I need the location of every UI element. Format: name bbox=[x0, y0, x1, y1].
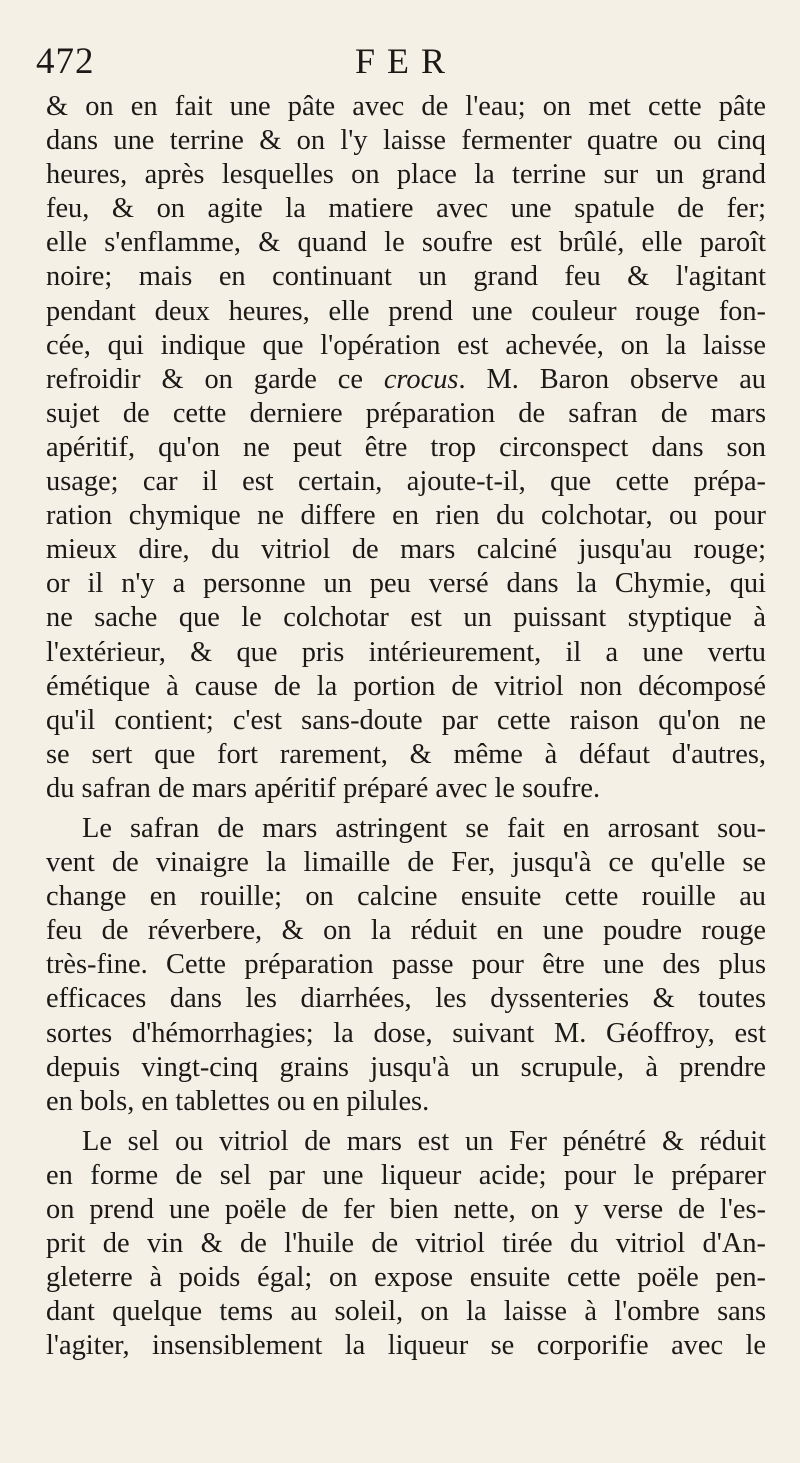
text-line: & on en fait une pâte avec de l'eau; on met cette pâte bbox=[46, 91, 766, 122]
text-line: sortes d'hémorrhagies; la dose, suivant M. Géoffroy, est bbox=[46, 1017, 766, 1049]
text-line: très-fine. Cette préparation passe pour être une des plus bbox=[46, 949, 766, 981]
text-line: Le sel ou vitriol de mars est un Fer pénétré & réduit bbox=[82, 1125, 766, 1157]
italic-term: crocus bbox=[383, 363, 459, 395]
text-line: usage; car il est certain, ajoute-t-il, que cette prépa- bbox=[46, 466, 766, 498]
text-line: or il n'y a personne un peu versé dans la Chymie, qui bbox=[46, 568, 766, 600]
page-number: 472 bbox=[36, 41, 95, 82]
text-line: depuis vingt-cinq grains jusqu'à un scrupule, à prendre bbox=[46, 1051, 766, 1083]
text-line: cée, qui indique que l'opération est achevée, on la laisse bbox=[46, 329, 766, 361]
text-line: l'extérieur, & que pris intérieurement, il a une vertu bbox=[46, 636, 766, 668]
text-line: change en rouille; on calcine ensuite cette rouille au bbox=[46, 881, 766, 913]
text-line: heures, après lesquelles on place la terrine sur un grand bbox=[46, 159, 766, 191]
body-text bbox=[46, 90, 766, 1363]
text-line: du safran de mars apéritif préparé avec le soufre. bbox=[46, 772, 601, 804]
text-line: ne sache que le colchotar est un puissant styptique à bbox=[46, 602, 766, 634]
text-line: se sert que fort rarement, & même à défaut d'autres, bbox=[46, 738, 766, 770]
text-line: noire; mais en continuant un grand feu & l'agitant bbox=[46, 261, 766, 293]
text-line: en forme de sel par une liqueur acide; pour le préparer bbox=[46, 1159, 766, 1191]
paragraph-2 bbox=[46, 812, 766, 1119]
text-line: ration chymique ne differe en rien du colchotar, ou pour bbox=[46, 500, 766, 532]
text-line: apéritif, qu'on ne peut être trop circonspect dans son bbox=[46, 431, 766, 463]
text-segment: refroidir & on garde ce bbox=[46, 363, 384, 395]
text-segment: . M. Baron observe au bbox=[458, 363, 766, 395]
page-header bbox=[36, 38, 766, 90]
text-line-crocus bbox=[46, 363, 766, 397]
text-line: feu de réverbere, & on la réduit en une poudre rouge bbox=[46, 915, 766, 947]
paragraph-3 bbox=[46, 1125, 766, 1364]
text-line: vent de vinaigre la limaille de Fer, jusqu'à ce qu'elle se bbox=[46, 847, 766, 879]
text-line: pendant deux heures, elle prend une couleur rouge fon- bbox=[46, 295, 766, 327]
paragraph-1 bbox=[46, 90, 766, 806]
text-line: dant quelque tems au soleil, on la laisse à l'ombre sans bbox=[46, 1296, 766, 1328]
text-line: émétique à cause de la portion de vitriol non décomposé bbox=[46, 670, 766, 702]
text-line: feu, & on agite la matiere avec une spatule de fer; bbox=[46, 193, 766, 225]
text-line: sujet de cette derniere préparation de safran de mars bbox=[46, 397, 766, 429]
text-line: l'agiter, insensiblement la liqueur se corporifie avec le bbox=[46, 1330, 766, 1362]
text-line: gleterre à poids égal; on expose ensuite cette poële pen- bbox=[46, 1262, 766, 1294]
text-line: Le safran de mars astringent se fait en arrosant sou- bbox=[82, 812, 766, 844]
text-line: efficaces dans les diarrhées, les dyssenteries & toutes bbox=[46, 983, 766, 1015]
text-line: mieux dire, du vitriol de mars calciné jusqu'au rouge; bbox=[46, 534, 766, 566]
text-line: elle s'enflamme, & quand le soufre est brûlé, elle paroît bbox=[46, 227, 766, 259]
running-head: FER bbox=[354, 41, 458, 81]
text-line: dans une terrine & on l'y laisse fermenter quatre ou cinq bbox=[46, 125, 766, 157]
text-line: on prend une poële de fer bien nette, on y verse de l'es- bbox=[46, 1194, 766, 1225]
text-line: qu'il contient; c'est sans-doute par cette raison qu'on ne bbox=[46, 704, 766, 736]
text-line: prit de vin & de l'huile de vitriol tirée du vitriol d'An- bbox=[46, 1228, 766, 1260]
text-line: en bols, en tablettes ou en pilules. bbox=[46, 1085, 430, 1117]
